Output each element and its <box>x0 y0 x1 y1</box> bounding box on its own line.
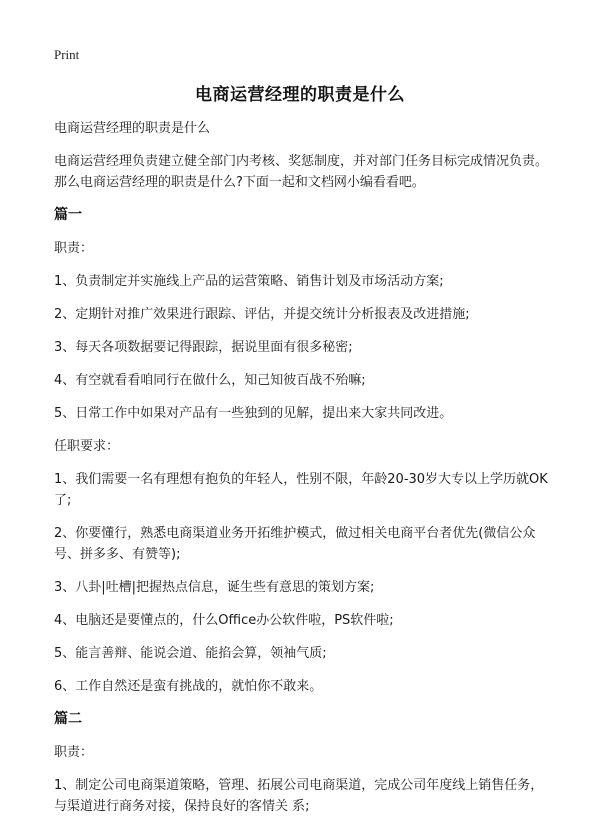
requirement-item: 1、我们需要一名有理想有抱负的年轻人，性别不限，年龄20-30岁大专以上学历就OK了; <box>54 472 548 508</box>
requirement-item: 4、电脑还是要懂点的，什么Office办公软件啦，PS软件啦; <box>54 613 394 628</box>
print-link[interactable]: Print <box>54 47 80 62</box>
requirement-item: 3、八卦|吐槽|把握热点信息，诞生些有意思的策划方案; <box>54 580 375 595</box>
requirement-item: 6、工作自然还是蛮有挑战的，就怕你不敢来。 <box>54 679 323 694</box>
duties-label: 职责： <box>54 241 94 256</box>
section-heading-1: 篇一 <box>54 207 82 223</box>
duty-item: 1、负责制定并实施线上产品的运营策略、销售计划及市场活动方案; <box>54 274 444 289</box>
duty-item: 4、有空就看看咱同行在做什么，知己知彼百战不殆嘛; <box>54 373 366 388</box>
duty-item: 5、日常工作中如果对产品有一些独到的见解，提出来大家共同改进。 <box>54 406 453 421</box>
requirement-item: 5、能言善辩、能说会道、能掐会算，领袖气质; <box>54 646 327 661</box>
document-body <box>54 118 554 817</box>
duty-item: 3、每天各项数据要记得跟踪，据说里面有很多秘密; <box>54 340 353 355</box>
section-heading-2: 篇二 <box>54 711 82 727</box>
page-title: 电商运营经理的职责是什么 <box>195 85 405 105</box>
intro-paragraph: 电商运营经理负责建立健全部门内考核、奖惩制度，并对部门任务目标完成情况负责。那么电商运营经理的职责是什么?下面一起和文档网小编看看吧。 <box>54 154 549 190</box>
duty-item: 2、定期针对推广效果进行跟踪、评估，并提交统计分析报表及改进措施; <box>54 307 470 322</box>
duty-item: 1、制定公司电商渠道策略，管理、拓展公司电商渠道，完成公司年度线上销售任务，与渠道进行商务对接，保持良好的客情关 系; <box>54 778 544 814</box>
requirement-item: 2、你要懂行，熟悉电商渠道业务开拓维护模式，做过相关电商平台者优先(微信公众号、拼多多、有赞等); <box>54 526 536 562</box>
subtitle-paragraph: 电商运营经理的职责是什么 <box>54 121 211 136</box>
duties-label: 职责： <box>54 745 94 760</box>
requirements-label: 任职要求： <box>54 439 120 454</box>
